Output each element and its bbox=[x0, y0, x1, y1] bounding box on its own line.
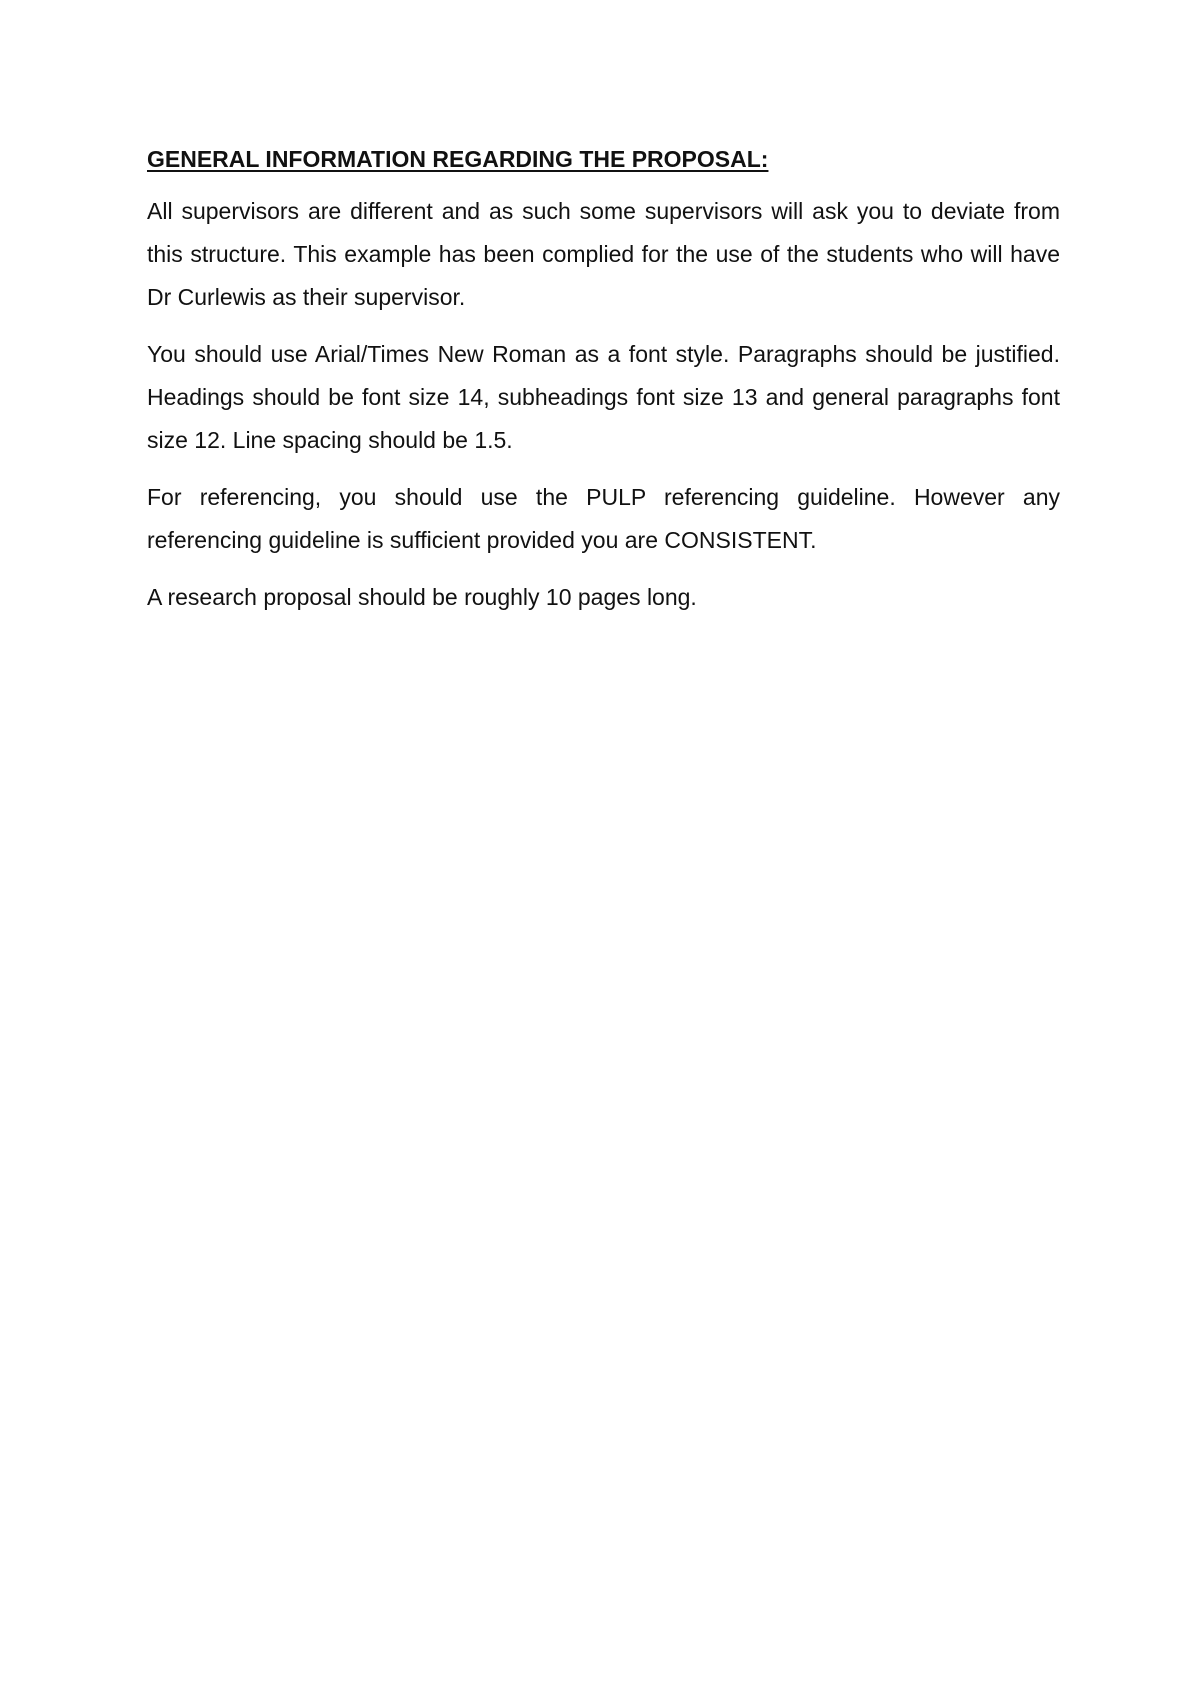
paragraph-supervisors: All supervisors are different and as such some supervisors will ask you to deviate from this structure. This example has been complied for the use of the students who will have Dr Curlewis as their supervisor. bbox=[147, 198, 1060, 310]
paragraph-length: A research proposal should be roughly 10 pages long. bbox=[147, 584, 697, 610]
paragraph-formatting: You should use Arial/Times New Roman as a font style. Paragraphs should be justified. Headings should be font size 14, subheadings font size 13 and general paragraphs font size 12. Line spacing should be 1.5. bbox=[147, 341, 1060, 453]
section-heading: GENERAL INFORMATION REGARDING THE PROPOSAL: bbox=[147, 146, 769, 172]
document-body bbox=[147, 140, 1060, 633]
paragraph-referencing: For referencing, you should use the PULP referencing guideline. However any referencing guideline is sufficient provided you are CONSISTENT. bbox=[147, 484, 1060, 553]
